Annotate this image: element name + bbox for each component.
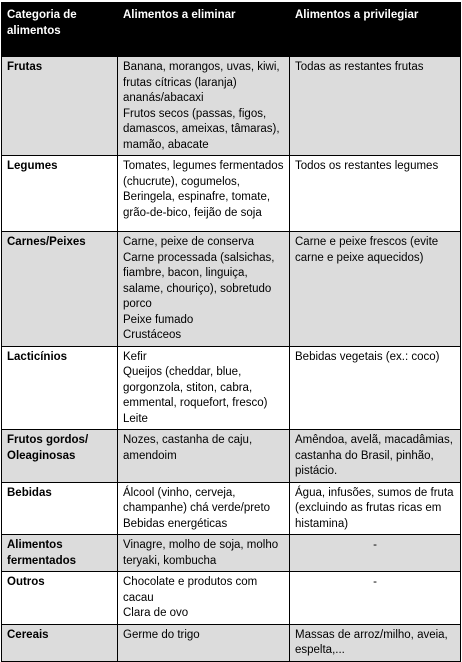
category-cell: Alimentos fermentados — [2, 535, 118, 572]
eliminate-cell — [118, 57, 290, 156]
eliminate-line: Tomates, legumes fermentados (chucrute), cogumelos, — [123, 160, 284, 188]
eliminate-line: Álcool (vinho, cerveja, champanhe) chá verde/preto — [123, 486, 271, 514]
table-header-row — [2, 3, 461, 57]
table-row — [2, 482, 461, 535]
favor-cell — [290, 572, 461, 625]
category-cell: Bebidas — [2, 482, 118, 535]
eliminate-line: Bebidas energéticas — [123, 517, 228, 530]
category-cell: Carnes/Peixes — [2, 232, 118, 347]
table-row — [2, 232, 461, 347]
eliminate-cell — [118, 572, 290, 625]
eliminate-line: Carne, peixe de conserva — [123, 236, 255, 248]
eliminate-line: Queijos (cheddar, blue, gorgonzola, stiton, cabra, emmental, roquefort, fresco) — [123, 366, 268, 409]
favor-cell — [290, 156, 461, 232]
eliminate-line: Vinagre, molho de soja, molho teryaki, kombucha — [123, 539, 279, 567]
eliminate-line: Carne processada (salsichas, fiambre, bacon, linguiça, salame, chouriço), sobretudo porco — [123, 251, 275, 310]
favor-line: Todas as restantes frutas — [295, 61, 424, 73]
histamine-food-table — [1, 2, 461, 662]
eliminate-line: Leite — [123, 412, 148, 425]
favor-cell — [290, 535, 461, 572]
eliminate-line: Peixe fumado — [123, 313, 194, 326]
favor-line: Água, infusões, sumos de fruta (excluindo as frutas ricas em histamina) — [295, 486, 454, 530]
header-eliminate: Alimentos a eliminar — [118, 3, 290, 57]
favor-line: Amêndoa, avelã, macadâmias, castanha do Brasil, pinhão, pistácio. — [295, 434, 453, 477]
favor-line: Massas de arroz/milho, aveia, espelta,... — [295, 628, 448, 656]
table-row — [2, 572, 461, 625]
table-row — [2, 430, 461, 483]
category-cell: Lacticínios — [2, 346, 118, 430]
eliminate-line: Frutos secos (passas, figos, damascos, ameixas, tâmaras), mamão, abacate — [123, 107, 280, 151]
eliminate-cell — [118, 232, 290, 347]
eliminate-line: Banana, morangos, uvas, kiwi, frutas cítricas (laranja) ananás/abacaxi — [123, 61, 280, 104]
header-favor: Alimentos a privilegiar — [290, 3, 461, 57]
category-cell: Outros — [2, 572, 118, 625]
favor-cell — [290, 430, 461, 483]
favor-line: Todos os restantes legumes — [295, 160, 439, 172]
eliminate-line: Crustáceos — [123, 329, 182, 341]
eliminate-line: Kefir — [123, 350, 147, 363]
category-cell: Cereais — [2, 624, 118, 661]
favor-cell — [290, 346, 461, 430]
favor-cell — [290, 482, 461, 535]
favor-line: Bebidas vegetais (ex.: coco) — [295, 350, 440, 363]
eliminate-line: Chocolate e produtos com cacau — [123, 576, 258, 604]
table-row — [2, 624, 461, 661]
header-category: Categoria de alimentos — [2, 3, 118, 57]
favor-line: - — [373, 576, 377, 588]
table-row — [2, 346, 461, 430]
eliminate-line: Clara de ovo — [123, 607, 189, 619]
eliminate-cell — [118, 535, 290, 572]
favor-line: Carne e peixe frescos (evite carne e peixe aquecidos) — [295, 236, 439, 264]
table-row — [2, 156, 461, 232]
eliminate-cell — [118, 346, 290, 430]
category-cell: Legumes — [2, 156, 118, 232]
favor-cell — [290, 232, 461, 347]
favor-line: - — [373, 539, 377, 551]
table-row — [2, 57, 461, 156]
eliminate-cell — [118, 482, 290, 535]
eliminate-line: Nozes, castanha de caju, amendoim — [123, 434, 253, 462]
category-cell: Frutas — [2, 57, 118, 156]
eliminate-cell — [118, 624, 290, 661]
eliminate-line: Beringela, espinafre, tomate, grão-de-bico, feijão de soja — [123, 191, 271, 219]
category-cell: Frutos gordos/ Oleaginosas — [2, 430, 118, 483]
favor-cell — [290, 57, 461, 156]
eliminate-cell — [118, 430, 290, 483]
eliminate-cell — [118, 156, 290, 232]
favor-cell — [290, 624, 461, 661]
eliminate-line: Germe do trigo — [123, 628, 200, 641]
table-row — [2, 535, 461, 572]
